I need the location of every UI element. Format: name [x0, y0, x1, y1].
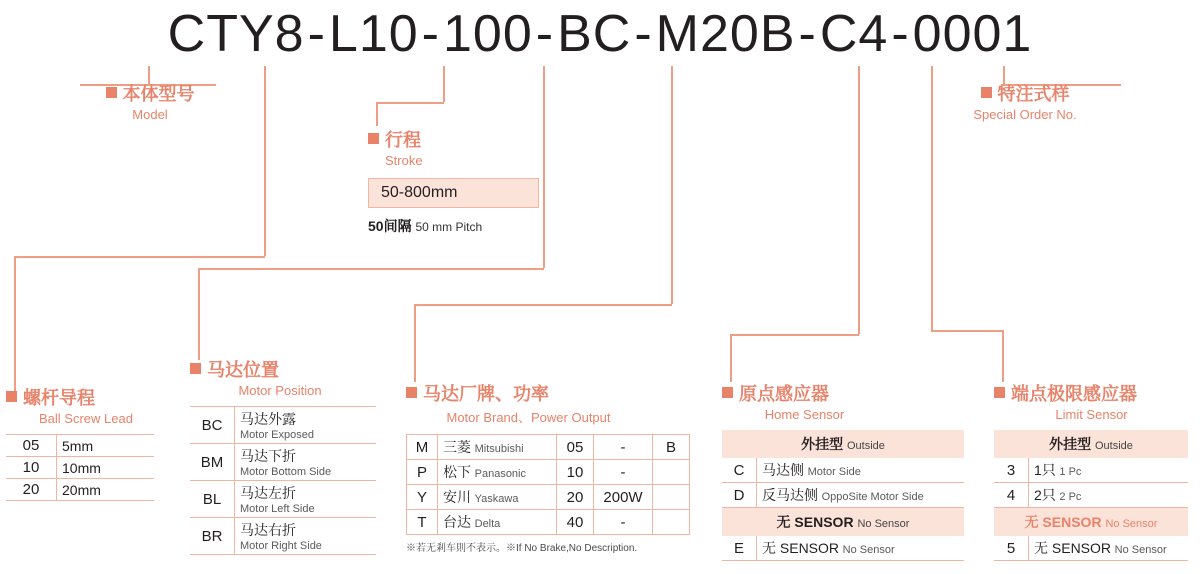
home-value-en: OppoSite Motor Side: [821, 491, 924, 503]
limit-value-cn: 2只: [1034, 487, 1056, 503]
stroke-pitch-cn: 50间隔: [368, 218, 412, 234]
home-band-cn: 外挂型: [801, 436, 844, 452]
table-row: [722, 458, 964, 483]
bullet-square-icon: [6, 391, 17, 402]
part-number: [0, 4, 1200, 64]
table-row: [6, 457, 154, 479]
leader-line-limit-v2: [1002, 330, 1004, 382]
bullet-square-icon: [994, 387, 1005, 398]
limit-value-cn: 无 SENSOR: [1034, 540, 1112, 556]
part-separator: -: [798, 5, 817, 63]
limit-band-en: Outside: [1094, 440, 1133, 452]
callout-special-order: [930, 80, 1120, 122]
motorpos-value: [235, 444, 377, 481]
table-row: [190, 481, 376, 518]
motorpos-value-cn: 马达外露: [240, 411, 296, 427]
limit-value-en: 2 Pc: [1059, 491, 1082, 503]
callout-lead-title-cn: 螺杆导程: [6, 384, 166, 410]
part-separator: -: [634, 5, 653, 63]
motorpos-value: [235, 407, 377, 444]
leader-line-lead-h: [14, 256, 265, 258]
home-band-en: Outside: [846, 440, 885, 452]
limit-sensor-table: [994, 458, 1188, 508]
home-key: D: [722, 483, 757, 508]
leader-line-motorbrand-v2: [414, 304, 416, 382]
home-value-en: No Sensor: [842, 544, 895, 556]
brand-name-en: Delta: [474, 518, 501, 530]
motorpos-key: BC: [190, 407, 235, 444]
lead-key: 10: [6, 457, 57, 479]
part-segment-home-sensor: C4: [819, 5, 889, 63]
leader-line-home-v1: [858, 66, 860, 334]
power-code: 20: [557, 485, 594, 510]
limit-sensor-table-nosensor: [994, 536, 1188, 561]
limit-band2-en: No Sensor: [1105, 518, 1158, 530]
leader-line-motorbrand-v1: [671, 66, 673, 304]
motorpos-value-en: Motor Exposed: [240, 429, 314, 441]
brand-name-en: Mitsubishi: [474, 443, 524, 455]
brake-code: [653, 510, 690, 535]
brand-name: [438, 435, 557, 460]
part-separator: -: [891, 5, 910, 63]
brand-name-cn: 台达: [443, 514, 471, 530]
callout-motorbrand-title-cn: 马达厂牌、功率: [406, 380, 690, 406]
callout-home-sensor: [722, 380, 964, 561]
callout-ball-screw-lead: [6, 384, 166, 501]
limit-sensor-band-outside: [994, 430, 1188, 458]
bullet-square-icon: [368, 133, 379, 144]
home-sensor-band-outside: [722, 430, 964, 458]
lead-key: 05: [6, 435, 57, 457]
table-row: [6, 479, 154, 501]
brand-name: [438, 510, 557, 535]
power-value: -: [594, 460, 653, 485]
motorpos-value-en: Motor Left Side: [240, 503, 315, 515]
lead-value: 5mm: [57, 435, 155, 457]
table-row: [994, 536, 1188, 561]
home-sensor-table-nosensor: [722, 536, 964, 561]
table-row: [722, 483, 964, 508]
part-segment-special-order: 0001: [912, 5, 1033, 63]
part-separator: -: [307, 5, 326, 63]
callout-lead-title-en: Ball Screw Lead: [39, 411, 133, 426]
power-code: 40: [557, 510, 594, 535]
brake-code: B: [653, 435, 690, 460]
limit-key: 3: [994, 458, 1029, 483]
part-segment-motor-position: BC: [557, 5, 632, 63]
callout-limit-sensor: [994, 380, 1189, 561]
table-row: [994, 483, 1188, 508]
table-row: [722, 536, 964, 561]
motor-position-table: [190, 406, 376, 555]
limit-value: [1029, 458, 1189, 483]
part-segment-motor-brand: M20B: [655, 5, 796, 63]
bullet-square-icon: [981, 87, 992, 98]
table-row: [6, 435, 154, 457]
home-value: [757, 483, 965, 508]
limit-key: 5: [994, 536, 1029, 561]
power-value: -: [594, 510, 653, 535]
home-key: E: [722, 536, 757, 561]
stroke-pitch-en: 50 mm Pitch: [415, 220, 483, 234]
leader-line-stroke-h: [376, 102, 444, 104]
leader-line-motorpos-v2: [198, 268, 200, 360]
table-row: [407, 485, 690, 510]
motorpos-value-cn: 马达下折: [240, 448, 296, 464]
leader-line-home-h: [730, 334, 859, 336]
limit-band-cn: 外挂型: [1049, 436, 1092, 452]
home-value-cn: 反马达侧: [762, 487, 818, 503]
callout-model: [60, 80, 240, 122]
home-value: [757, 458, 965, 483]
leader-line-limit-v3: [931, 136, 933, 331]
brand-key: T: [407, 510, 438, 535]
brand-name-en: Yaskawa: [474, 493, 519, 505]
home-sensor-table: [722, 458, 964, 508]
limit-value: [1029, 536, 1189, 561]
table-row: [407, 460, 690, 485]
brand-key: Y: [407, 485, 438, 510]
limit-value: [1029, 483, 1189, 508]
part-segment-lead: L10: [328, 5, 419, 63]
limit-value-cn: 1只: [1034, 462, 1056, 478]
brake-code: [653, 460, 690, 485]
callout-motor-brand-power: [406, 380, 690, 554]
brand-name-cn: 松下: [443, 464, 471, 480]
home-value-cn: 无 SENSOR: [762, 540, 840, 556]
limit-value-en: 1 Pc: [1059, 466, 1082, 478]
bullet-square-icon: [190, 363, 201, 374]
callout-model-title-en: Model: [132, 107, 168, 122]
motorpos-value-cn: 马达右折: [240, 522, 296, 538]
callout-stroke-title-en: Stroke: [385, 153, 423, 168]
power-value: -: [594, 435, 653, 460]
bullet-square-icon: [106, 87, 117, 98]
leader-line-motorpos-v1: [543, 66, 545, 268]
bullet-square-icon: [406, 387, 417, 398]
leader-line-motorpos-h: [198, 268, 544, 270]
leader-line-home-v2: [730, 334, 732, 382]
motorpos-value-cn: 马达左折: [240, 485, 296, 501]
callout-stroke-title-cn: 行程: [368, 126, 539, 152]
callout-stroke: [368, 126, 539, 236]
stroke-range-box: 50-800mm: [368, 178, 539, 208]
limit-sensor-band-nosensor: [994, 508, 1188, 536]
callout-special-order-title-cn: 特注式样: [930, 80, 1120, 106]
brand-key: P: [407, 460, 438, 485]
motorpos-key: BL: [190, 481, 235, 518]
brand-name: [438, 460, 557, 485]
brand-name: [438, 485, 557, 510]
brand-name-cn: 安川: [443, 489, 471, 505]
leader-line-lead-v2: [14, 256, 16, 396]
power-value: 200W: [594, 485, 653, 510]
home-band2-cn: 无 SENSOR: [776, 514, 854, 530]
limit-key: 4: [994, 483, 1029, 508]
home-value-cn: 马达侧: [762, 462, 804, 478]
motorpos-value-en: Motor Right Side: [240, 540, 322, 552]
motor-brand-table: [406, 434, 690, 535]
stroke-pitch: [368, 216, 539, 236]
leader-line-lead-v1: [264, 66, 266, 256]
callout-home-title-cn: 原点感应器: [722, 380, 964, 406]
table-row: [190, 518, 376, 555]
motor-brand-note: ※若无剎车則不表示。※If No Brake,No Description.: [406, 543, 638, 554]
brand-name-cn: 三菱: [443, 439, 471, 455]
home-value: [757, 536, 965, 561]
lead-value: 10mm: [57, 457, 155, 479]
callout-motorpos-title-cn: 马达位置: [190, 356, 376, 382]
bullet-square-icon: [722, 387, 733, 398]
home-sensor-band-nosensor: [722, 508, 964, 536]
brand-key: M: [407, 435, 438, 460]
power-code: 10: [557, 460, 594, 485]
brake-code: [653, 485, 690, 510]
callout-motorpos-title-en: Motor Position: [238, 383, 322, 398]
brand-name-en: Panasonic: [474, 468, 526, 480]
lead-table: [6, 434, 154, 501]
part-segment-stroke: 100: [443, 5, 533, 63]
home-key: C: [722, 458, 757, 483]
callout-limit-title-en: Limit Sensor: [1055, 407, 1128, 422]
motorpos-value: [235, 518, 377, 555]
lead-key: 20: [6, 479, 57, 501]
callout-limit-title-cn: 端点极限感应器: [994, 380, 1189, 406]
table-row: [407, 510, 690, 535]
home-band2-en: No Sensor: [857, 518, 910, 530]
callout-motor-position: [190, 356, 376, 555]
callout-home-title-en: Home Sensor: [764, 407, 845, 422]
callout-special-order-title-en: Special Order No.: [973, 107, 1077, 122]
leader-line-stroke-v1: [443, 66, 445, 102]
table-row: [407, 435, 690, 460]
table-row: [190, 407, 376, 444]
callout-motorbrand-title-en: Motor Brand、Power Output: [446, 410, 611, 425]
callout-model-title-cn: 本体型号: [60, 80, 240, 106]
part-segment-model: CTY8: [167, 5, 305, 63]
leader-line-motorbrand-h: [414, 304, 672, 306]
motorpos-key: BM: [190, 444, 235, 481]
motorpos-value: [235, 481, 377, 518]
table-row: [994, 458, 1188, 483]
lead-value: 20mm: [57, 479, 155, 501]
table-row: [190, 444, 376, 481]
part-separator: -: [535, 5, 555, 63]
part-separator: -: [421, 5, 440, 63]
leader-line-limit-h: [931, 330, 1003, 332]
motorpos-value-en: Motor Bottom Side: [240, 466, 332, 478]
limit-band2-cn: 无 SENSOR: [1024, 514, 1102, 530]
leader-line-stroke-v2: [376, 102, 378, 126]
motorpos-key: BR: [190, 518, 235, 555]
home-value-en: Motor Side: [807, 466, 861, 478]
power-code: 05: [557, 435, 594, 460]
limit-value-en: No Sensor: [1114, 544, 1167, 556]
